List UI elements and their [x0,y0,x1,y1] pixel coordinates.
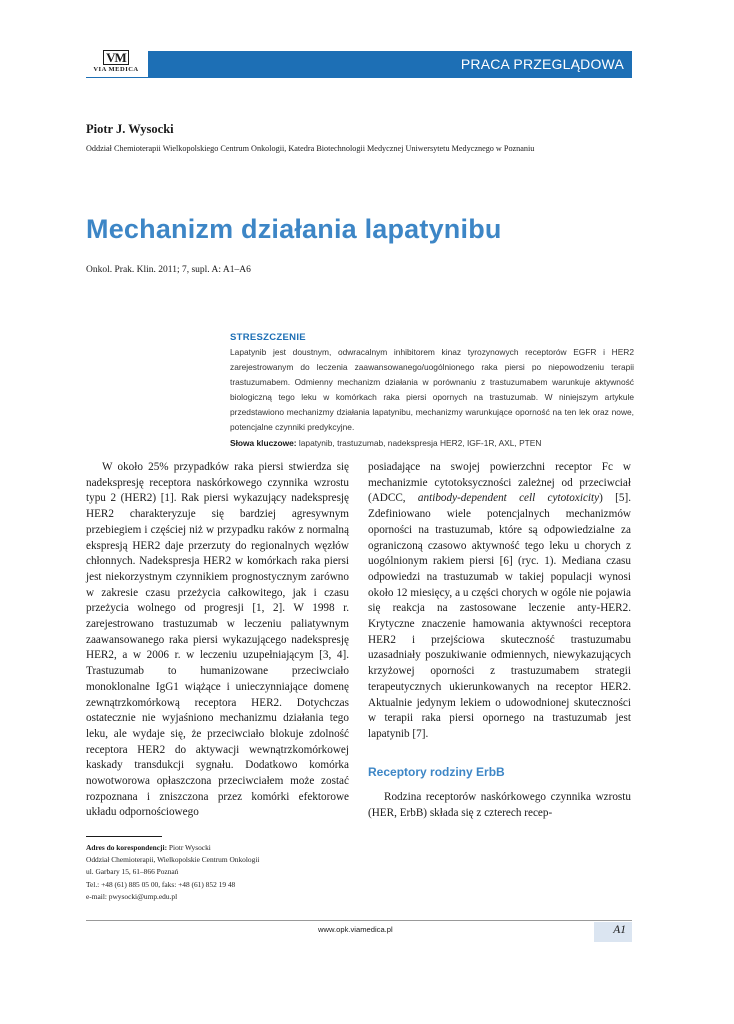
author-affiliation: Oddział Chemioterapii Wielkopolskiego Centrum Onkologii, Katedra Biotechnologii Medycznej Uniwersytetu Medycznego w Poznaniu [86,144,535,153]
page-number: A1 [613,924,626,936]
keywords [230,436,634,451]
footnote-rule [86,836,162,837]
body-paragraph: Rodzina receptorów naskórkowego czynnika wzrostu (HER, ErbB) składa się z czterech recep- [368,791,631,820]
footnote-label: Adres do korespondencji: [86,843,168,852]
footnote-name: Piotr Wysocki [168,843,211,852]
via-medica-logo [86,50,146,78]
body-text: ) [5]. Zdefiniowano wiele potencjalnych mechanizmów oporności na trastuzumab, które są odpowiedzialne za ograniczoną czasowo aktywność tego leku u chorych z uogólnionym rakiem piersi [6] (ryc. 1). Mediana czasu odpowiedzi na trastuzumab w takiej populacji wynosi około 12 miesięcy, a u części chorych w ogóle nie pojawia się reakcja na zastosowane leczenie anty-HER2. Krytyczne znaczenie hamowania aktywności receptora HER2 i przejściowa skuteczność trastuzumabu uzasadniały poszukiwanie odmiennych, niewykazujących krzyżowej oporności z trastuzumabem strategii terapeutycznych ukierunkowanych na receptor HER2. Aktualnie jedynym lekiem o udowodnionej skuteczności w terapii raka piersi opornego na trastuzumab jest lapatynib [7]. [368,492,631,740]
page-number-box [594,922,632,942]
section-heading: Receptory rodziny ErbB [368,764,505,779]
body-paragraph: W około 25% przypadków raka piersi stwierdza się nadekspresję receptora naskórkowego czynnika wzrostu typu 2 (HER2) [1]. Rak piersi wykazujący nadekspresję HER2 charakteryzuje się bardziej agresywnym przebiegiem i częściej niż w przypadku raków z normalną ekspresją HER2 daje przerzuty do regionalnych węzłów chłonnych. Nadekspresja HER2 w komórkach raka piersi jest niekorzystnym czynnikiem prognostycznym zarówno w zakresie czasu przeżycia całkowitego, jak i czasu przeżycia wolnego od progresji [1, 2]. W 1998 r. zarejestrowano trastuzumab w leczeniu paliatywnym zaawansowanego raka piersi wykazującego nadekspresję HER2, a w 2006 r. w leczeniu uzupełniającym [3, 4]. Trastuzumab to humanizowane przeciwciało monoklonalne IgG1 wiążące i unieczynniające domenę zewnątrzkomórkową receptora HER2. Dotychczas ostatecznie nie wyjaśniono mechanizmu działania tego leku, ale wydaje się, że przeciwciało blokuje zdolność receptora HER2 do aktywacji wewnątrzkomórkowej kaskady transdukcji sygnału. Dodatkowo komórka nowotworowa opłaszczona przeciwciałem może zostać rozpoznana i zniszczona przez komórki efektorowe układu odpornościowego [86,461,349,819]
logo-mark: VM [86,50,146,65]
footer-rule [86,920,632,921]
body-text: posiadające na swojej powierzchni receptor Fc w mechanizmie cytotoksyczności zależnej od przeciwciał (ADCC, [368,461,631,505]
abstract-heading: STRESZCZENIE [230,332,306,343]
article-title: Mechanizm działania lapatynibu [86,214,502,244]
keywords-list: lapatynib, trastuzumab, nadekspresja HER2, IGF-1R, AXL, PTEN [298,437,542,448]
section-banner [148,51,632,78]
footnote-line: ul. Garbary 15, 61–866 Poznań [86,867,179,877]
section-label: PRACA PRZEGLĄDOWA [460,56,624,72]
body-column-right [368,460,631,822]
footnote-line [86,842,259,854]
footer-url: www.opk.viamedica.pl [318,925,393,934]
citation: Onkol. Prak. Klin. 2011; 7, supl. A: A1–A6 [86,265,251,275]
footnote-line: e-mail: pwysocki@ump.edu.pl [86,891,178,901]
footnote-line: Tel.: +48 (61) 885 05 00, faks: +48 (61) 852 19 48 [86,879,236,889]
author-name: Piotr J. Wysocki [86,122,174,136]
abstract [230,331,634,451]
abstract-text: Lapatynib jest doustnym, odwracalnym inhibitorem kinaz tyrozynowych receptorów EGFR i HER2 zarejestrowanym do leczenia zaawansowanego/uogólnionego raka piersi po niepowodzeniu terapii trastuzumabem. Odmienny mechanizm działania w porównaniu z trastuzumabem warunkuje aktywność biologiczną tego leku w komórkach raka piersi opornych na trastuzumab. W niniejszym artykule przedstawiono mechanizmy działania lapatynibu, mechanizmy warunkujące oporność na ten lek oraz nowe, potencjalne czynniki predykcyjne. [230,347,634,433]
correspondence-footnote [86,842,259,903]
body-text-italic: antibody-dependent cell cytotoxicity [417,492,600,505]
footnote-line: Oddział Chemioterapii, Wielkopolskie Centrum Onkologii [86,855,260,865]
body-paragraph [368,460,631,743]
logo-text: VIA MEDICA [93,66,139,73]
keywords-label: Słowa kluczowe: [230,437,297,448]
body-column-left [86,460,349,821]
